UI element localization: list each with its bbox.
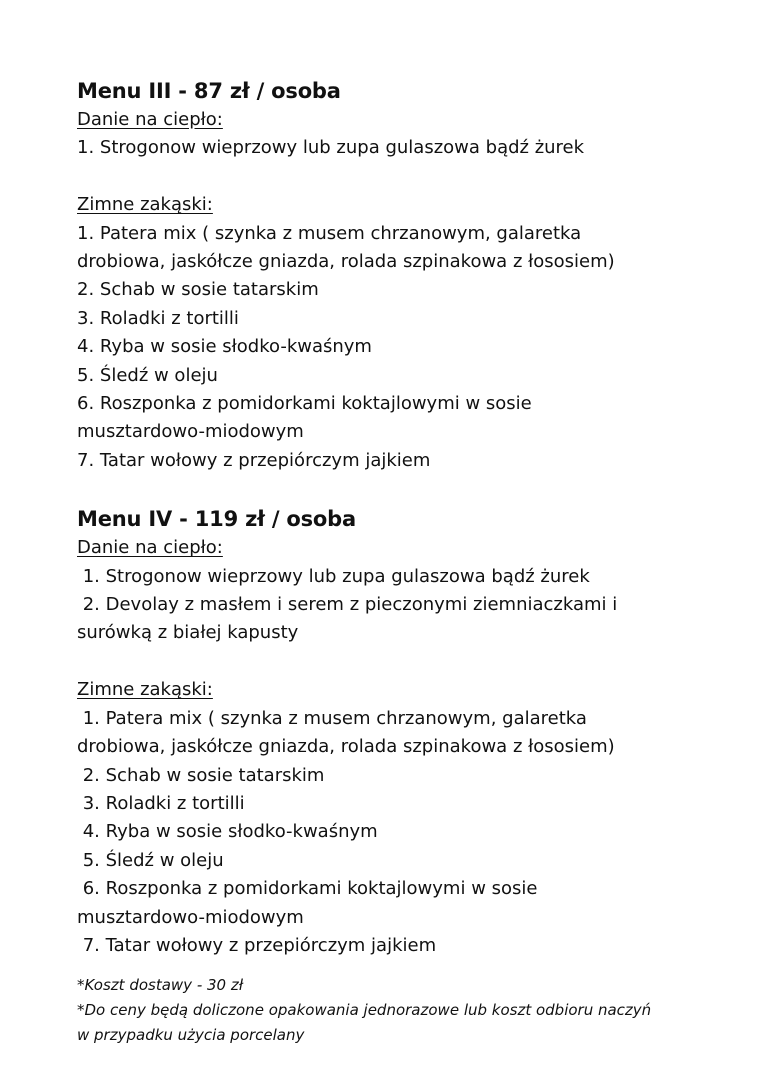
menu-line: 6. Roszponka z pomidorkami koktajlowymi w sosie <box>77 393 532 415</box>
menu-line: 3. Roladki z tortilli <box>77 307 239 329</box>
delivery-cost-note: *Koszt dostawy - 30 zł <box>77 976 244 994</box>
menu-title: Menu III - 87 zł / osoba <box>77 79 341 103</box>
hot-dish-heading: Danie na ciepło: <box>77 109 223 130</box>
menu-line: 1. Strogonow wieprzowy lub zupa gulaszowa bądź żurek <box>77 137 585 159</box>
menu-line: 5. Śledź w oleju <box>77 364 218 386</box>
cold-appetizers-heading: Zimne zakąski: <box>77 194 213 216</box>
menu-line: 2. Schab w sosie tatarskim <box>77 764 325 786</box>
menu-line: 6. Roszponka z pomidorkami koktajlowymi w sosie <box>77 878 538 900</box>
packaging-note-continued: w przypadku użycia porcelany <box>77 1026 305 1044</box>
menu-line: musztardowo-miodowym <box>77 906 304 928</box>
menu-line: 2. Devolay z masłem i serem z pieczonymi ziemniaczkami i <box>77 594 618 616</box>
menu-document <box>77 76 717 960</box>
menu-section-iv <box>77 504 717 960</box>
menu-section-iii <box>77 76 717 475</box>
menu-line: 1. Patera mix ( szynka z musem chrzanowym, galaretka <box>77 222 582 244</box>
menu-line: 7. Tatar wołowy z przepiórczym jajkiem <box>77 934 437 956</box>
menu-line: 5. Śledź w oleju <box>77 849 224 871</box>
menu-line: 2. Schab w sosie tatarskim <box>77 279 319 301</box>
menu-line: 1. Strogonow wieprzowy lub zupa gulaszowa bądź żurek <box>77 565 590 587</box>
menu-line: surówką z białej kapusty <box>77 622 299 644</box>
menu-line: 4. Ryba w sosie słodko-kwaśnym <box>77 336 372 358</box>
menu-line: 7. Tatar wołowy z przepiórczym jajkiem <box>77 449 431 471</box>
menu-line: drobiowa, jaskółcze gniazda, rolada szpinakowa z łososiem) <box>77 736 615 758</box>
menu-title: Menu IV - 119 zł / osoba <box>77 507 356 532</box>
hot-dish-heading: Danie na ciepło: <box>77 537 223 559</box>
menu-line: musztardowo-miodowym <box>77 421 304 443</box>
footnotes <box>77 973 717 1048</box>
packaging-note: *Do ceny będą doliczone opakowania jednorazowe lub koszt odbioru naczyń <box>77 1001 652 1019</box>
menu-line: 3. Roladki z tortilli <box>77 792 245 814</box>
cold-appetizers-heading: Zimne zakąski: <box>77 679 213 701</box>
menu-line: drobiowa, jaskółcze gniazda, rolada szpinakowa z łososiem) <box>77 251 615 273</box>
menu-line: 4. Ryba w sosie słodko-kwaśnym <box>77 821 378 843</box>
menu-line: 1. Patera mix ( szynka z musem chrzanowym, galaretka <box>77 707 587 729</box>
